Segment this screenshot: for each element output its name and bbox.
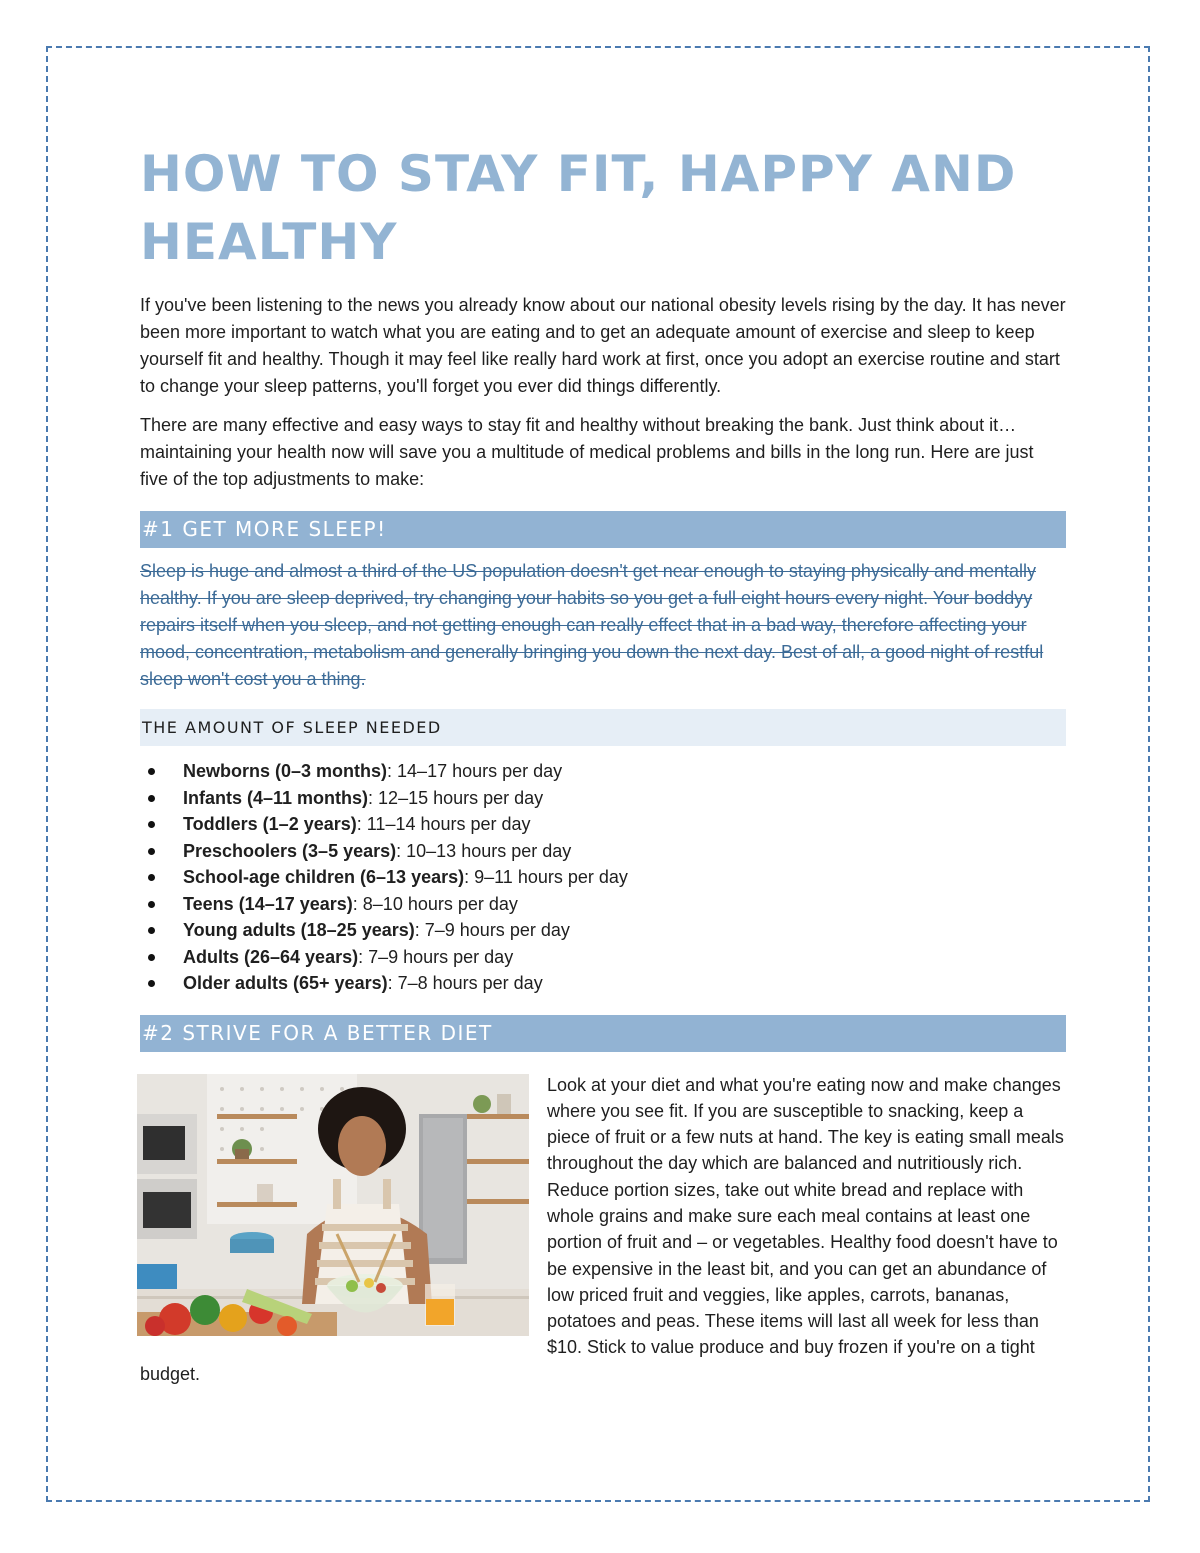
kitchen-photo	[137, 1074, 529, 1336]
list-item	[140, 785, 1066, 812]
intro	[140, 292, 1066, 493]
list-item-value: : 7–8 hours per day	[387, 973, 543, 993]
list-item-value: : 9–11 hours per day	[464, 867, 628, 887]
list-item-label: Toddlers (1–2 years)	[183, 814, 357, 834]
diet-section	[140, 1072, 1066, 1388]
list-item	[140, 891, 1066, 918]
diet-paragraph: Look at your diet and what you're eating now and make changes where you see fit. If you are susceptible to snacking, keep a piece of fruit or a few nuts at hand. The key is eating small meals throughout the day which are balanced and nutritiously rich. Reduce portion sizes, take out white bread and replace with whole grains and make sure each meal contains at least one portion of fruit and – or vegetables. Healthy food doesn't have to be expensive in the least bit, and you can get an abundance of low priced fruit and veggies, like apples, carrots, bananas, potatoes and peas. These items will last all week for less than $10. Stick to value produce and buy frozen if you're on a tight budget.	[140, 1074, 1064, 1384]
list-item	[140, 838, 1066, 865]
page-title: HOW TO STAY FIT, HAPPY AND HEALTHY	[140, 145, 1017, 271]
sleep-paragraph: Sleep is huge and almost a third of the US population doesn't get near enough to staying physically and mentally healthy. If you are sleep deprived, try changing your habits so you get a full eight hours every night. Your boddyy repairs itself when you sleep, and not getting enough can really effect that in a bad way, therefore affecting your mood, concentration, metabolism and generally bringing you down the next day. Best of all, a good night of restful sleep won't cost you a thing.	[140, 561, 1044, 689]
section-heading-sleep: #1 GET MORE SLEEP!	[140, 511, 1066, 548]
list-item-value: : 11–14 hours per day	[356, 814, 531, 834]
section-heading-diet: #2 STRIVE FOR A BETTER DIET	[140, 1015, 1066, 1052]
list-item-label: Newborns (0–3 months)	[183, 761, 388, 781]
sleep-list	[140, 758, 1066, 997]
intro-paragraph-1: If you've been listening to the news you already know about our national obesity levels rising by the day. It has never been more important to watch what you are eating and to get an adequate amount of exercise and sleep to keep yourself fit and healthy. Though it may feel like really hard work at first, once you adopt an exercise routine and start to change your sleep patterns, you'll forget you ever did things differently.	[140, 295, 1066, 396]
list-item-label: Adults (26–64 years)	[183, 946, 359, 967]
list-item	[140, 917, 1066, 944]
list-item	[140, 970, 1066, 997]
list-item	[140, 811, 1066, 838]
document-body	[140, 140, 1066, 1387]
list-item-label: Infants (4–11 months)	[183, 787, 369, 808]
list-item-label: School-age children (6–13 years)	[183, 867, 465, 887]
list-item-label: Young adults (18–25 years)	[183, 920, 415, 940]
list-item-value: : 8–10 hours per day	[352, 893, 518, 914]
subheading-sleep-amount: THE AMOUNT OF SLEEP NEEDED	[140, 709, 1066, 746]
intro-paragraph-2: There are many effective and easy ways to stay fit and healthy without breaking the bank. Just think about it…maintaining your health now will save you a multitude of medical problems and bills in the long run. Here are just five of the top adjustments to make:	[140, 415, 1034, 489]
list-item-value: : 7–9 hours per day	[414, 920, 570, 940]
list-item	[140, 944, 1066, 971]
list-item-label: Older adults (65+ years)	[183, 973, 388, 993]
list-item-value: : 12–15 hours per day	[368, 787, 544, 808]
list-item-label: Preschoolers (3–5 years)	[183, 840, 397, 861]
list-item-label: Teens (14–17 years)	[183, 893, 353, 914]
list-item-value: : 7–9 hours per day	[358, 946, 514, 967]
list-item	[140, 758, 1066, 785]
list-item-value: : 10–13 hours per day	[396, 840, 572, 861]
list-item	[140, 864, 1066, 891]
list-item-value: : 14–17 hours per day	[387, 761, 563, 781]
